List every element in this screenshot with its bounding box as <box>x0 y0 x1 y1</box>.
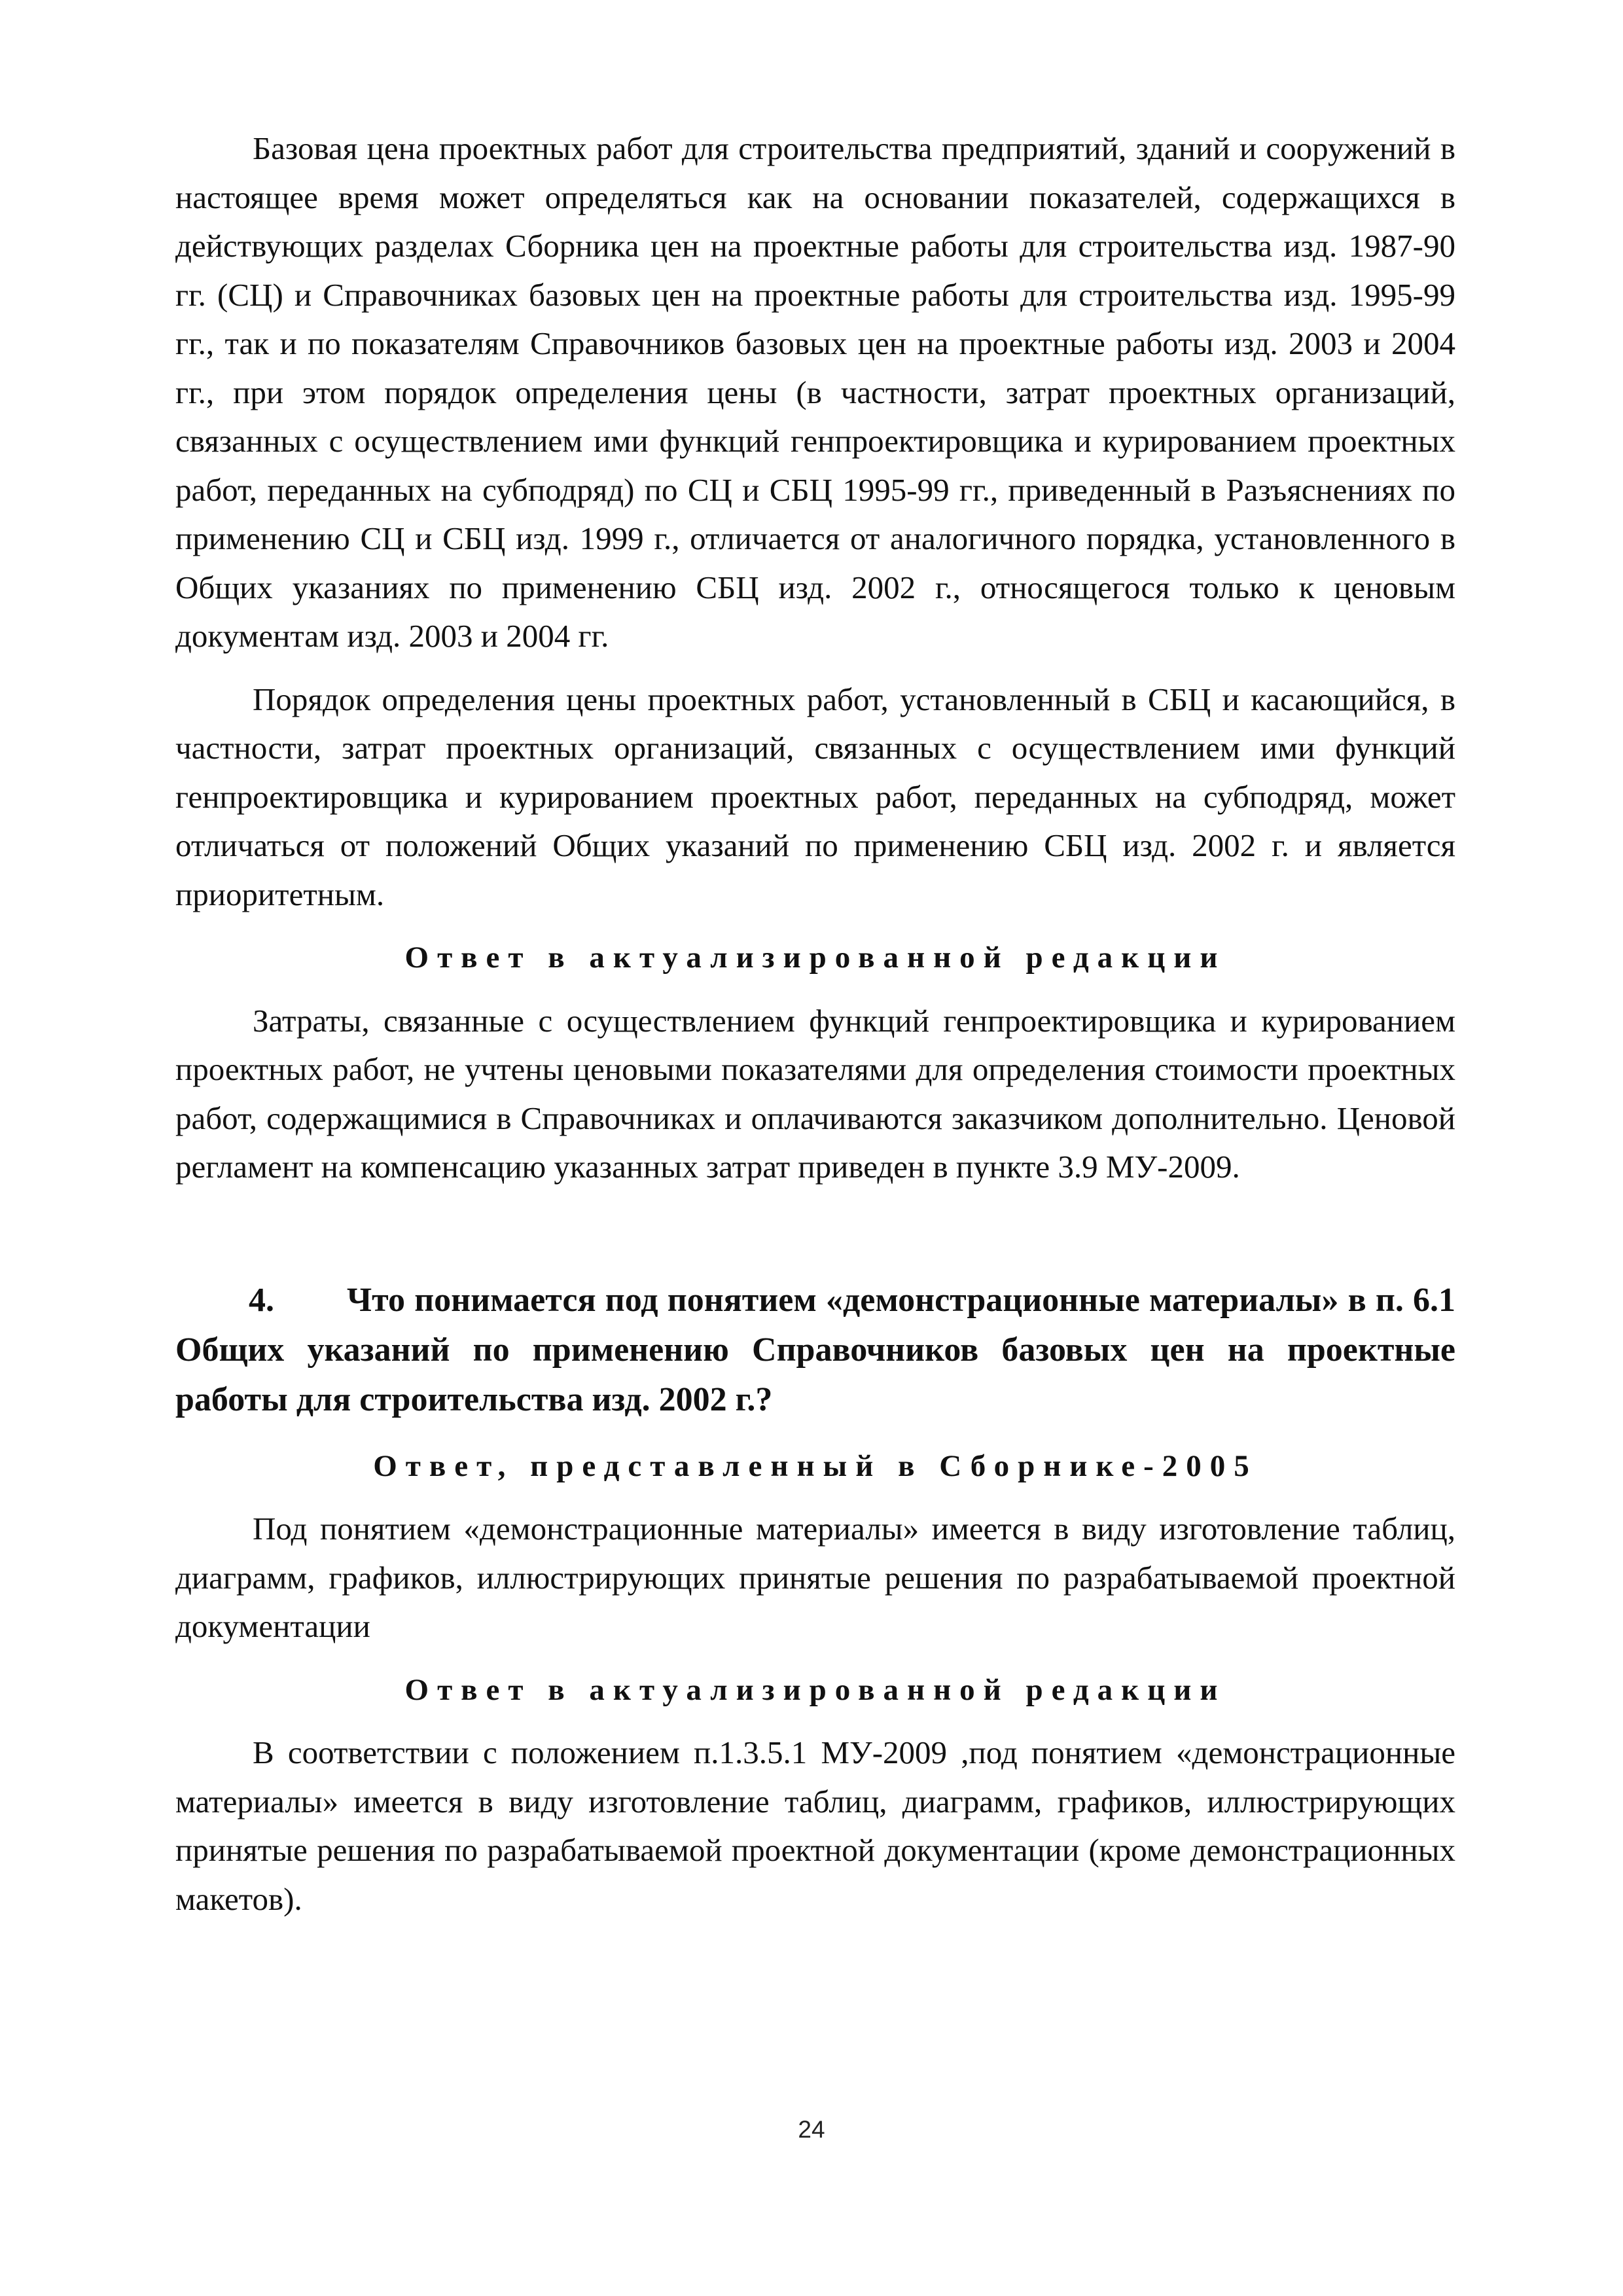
page-number: 24 <box>798 2116 825 2143</box>
heading-actualized-answer-1: Ответ в актуализированной редакции <box>404 941 1226 975</box>
paragraph-price-procedure: Порядок определения цены проектных работ, установленный в СБЦ и касающийся, в частности, затрат проектных организаций, связанных с осуществлением ими функций генпроектировщика и курированием проектных работ, переданных на субподряд, может отличаться от положений Общих указаний по применению СБЦ изд. 2002 г. и является приоритетным. <box>175 681 1455 912</box>
paragraph-base-price: Базовая цена проектных работ для строительства предприятий, зданий и сооружений в настоящее время может определяться как на основании показателей, содержащихся в действующих разделах Сборника цен на проектные работы для строительства изд. 1987-90 гг. (СЦ) и Справочниках базовых цен на проектные работы для строительства изд. 1995-99 гг., так и по показателям Справочников базовых цен на проектные работы изд. 2003 и 2004 гг., при этом порядок определения цены (в частности, затрат проектных организаций, связанных с осуществлением ими функций генпроектировщика и курированием проектных работ, переданных на субподряд) по СЦ и СБЦ 1995-99 гг., приведенный в Разъяснениях по применению СЦ и СБЦ изд. 1999 г., отличается от аналогичного порядка, установленного в Общих указаниях по применению СБЦ изд. 2002 г., относящегося только к ценовым документам изд. 2003 и 2004 гг. <box>175 130 1455 654</box>
paragraph-demo-materials-2005: Под понятием «демонстрационные материалы» имеется в виду изготовление таблиц, диаграмм, графиков, иллюстрирующих принятые решения по разрабатываемой проектной документации <box>175 1511 1455 1644</box>
paragraph-demo-materials-actualized: В соответствии с положением п.1.3.5.1 МУ-2009 ,под понятием «демонстрационные материалы» имеется в виду изготовление таблиц, диаграмм, графиков, иллюстрирующих принятые решения по разрабатываемой проектной документации (кроме демонстрационных макетов). <box>175 1734 1455 1917</box>
paragraph-costs-answer: Затраты, связанные с осуществлением функций генпроектировщика и курированием проектных работ, не учтены ценовыми показателями для определения стоимости проектных работ, содержащимися в Справочниках и оплачиваются заказчиком дополнительно. Ценовой регламент на компенсацию указанных затрат приведен в пункте 3.9 МУ-2009. <box>175 1002 1455 1185</box>
question-4 <box>175 1276 1455 1425</box>
question-text: Что понимается под понятием «демонстрационные материалы» в п. 6.1 Общих указаний по применению Справочников базовых цен на проектные работы для строительства изд. 2002 г.? <box>175 1281 1455 1418</box>
question-number: 4. <box>249 1281 274 1319</box>
document-body <box>175 124 1455 1924</box>
heading-actualized-answer-2: Ответ в актуализированной редакции <box>404 1672 1226 1707</box>
heading-collection-2005-answer: Ответ, представленный в Сборнике-2005 <box>373 1448 1258 1483</box>
